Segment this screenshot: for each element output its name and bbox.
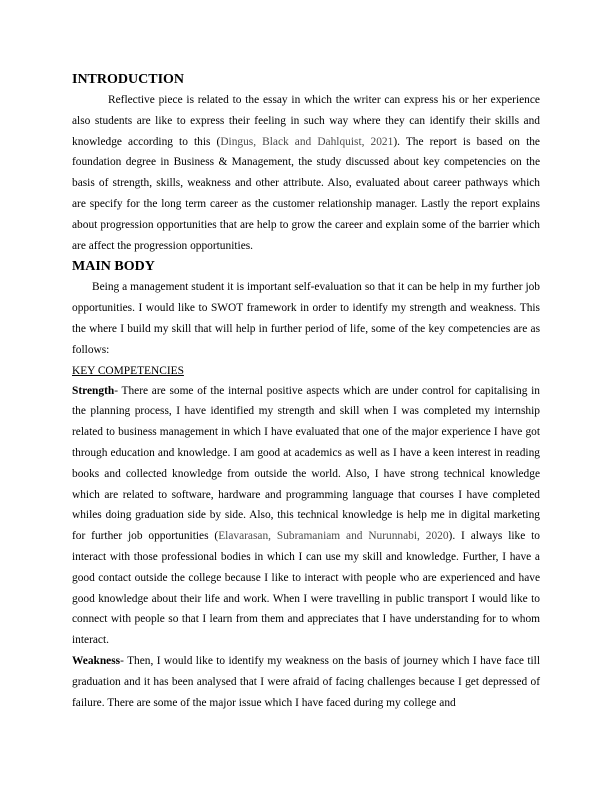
document-page: [72, 70, 540, 713]
main-body-heading: MAIN BODY: [72, 259, 155, 275]
strength-text-end: ). I always like to interact with those professional bodies in which I can use my skill and knowledge. Further, I have a good contact outside the college because I like to interact with people who are experienced and have good knowledge about their life and work. When I were travelling in public transport I would like to connect with people so that I learn from them and appreciates that I have understanding for to whom interact.: [72, 530, 540, 647]
main-body-paragraph: Being a management student it is important self-evaluation so that it can be help in my further job opportunities. I would like to SWOT framework in order to identify my strength and weakness. This the where I build my skill that will help in further period of life, some of the key competencies are as follows:: [72, 281, 540, 356]
introduction-citation: Dingus, Black and Dahlquist, 2021: [220, 135, 394, 148]
introduction-text-end: ). The report is based on the foundation degree in Business & Management, the study discussed about key competencies on the basis of strength, skills, weakness and other attribute. Also, evaluated about career pathways which are specify for the long term career as the customer relationship manager. Lastly the report explains about progression opportunities that are help to grow the career and explain some of the barrier which are affect the progression opportunities.: [72, 135, 540, 252]
introduction-heading: INTRODUCTION: [72, 72, 185, 87]
strength-text: - There are some of the internal positive aspects which are under control for capitalising in the planning process, I have identified my strength and skill when I was completed my internship related to business management in which I have evaluated that one of the major experience I have got through education and knowledge. I am good at academics as well as I have a keen interest in reading books and collected knowledge from outside the world. Also, I have strong technical knowledge which are related to software, hardware and programming language that courses I have completed whiles doing graduation side by side. Also, this technical knowledge is help me in digital marketing for further job opportunities (: [72, 384, 540, 543]
strength-paragraph: [72, 381, 540, 651]
key-competencies-heading: KEY COMPETENCIES: [72, 364, 184, 377]
strength-label: Strength: [72, 384, 115, 397]
introduction-text: Reflective piece is related to the essay in which the writer can express his or her experience also students are like to express their feeling in such way where they can identify their skills and knowledge according to this (: [72, 94, 540, 148]
introduction-paragraph: [72, 90, 540, 256]
strength-citation: Elavarasan, Subramaniam and Nurunnabi, 2020: [218, 530, 449, 543]
weakness-paragraph: [72, 651, 540, 713]
weakness-label: Weakness: [72, 654, 121, 667]
weakness-text: - Then, I would like to identify my weakness on the basis of journey which I have face till graduation and it has been analysed that I were afraid of facing challenges because I get depressed of failure. There are some of the major issue which I have faced during my college and: [72, 654, 540, 709]
